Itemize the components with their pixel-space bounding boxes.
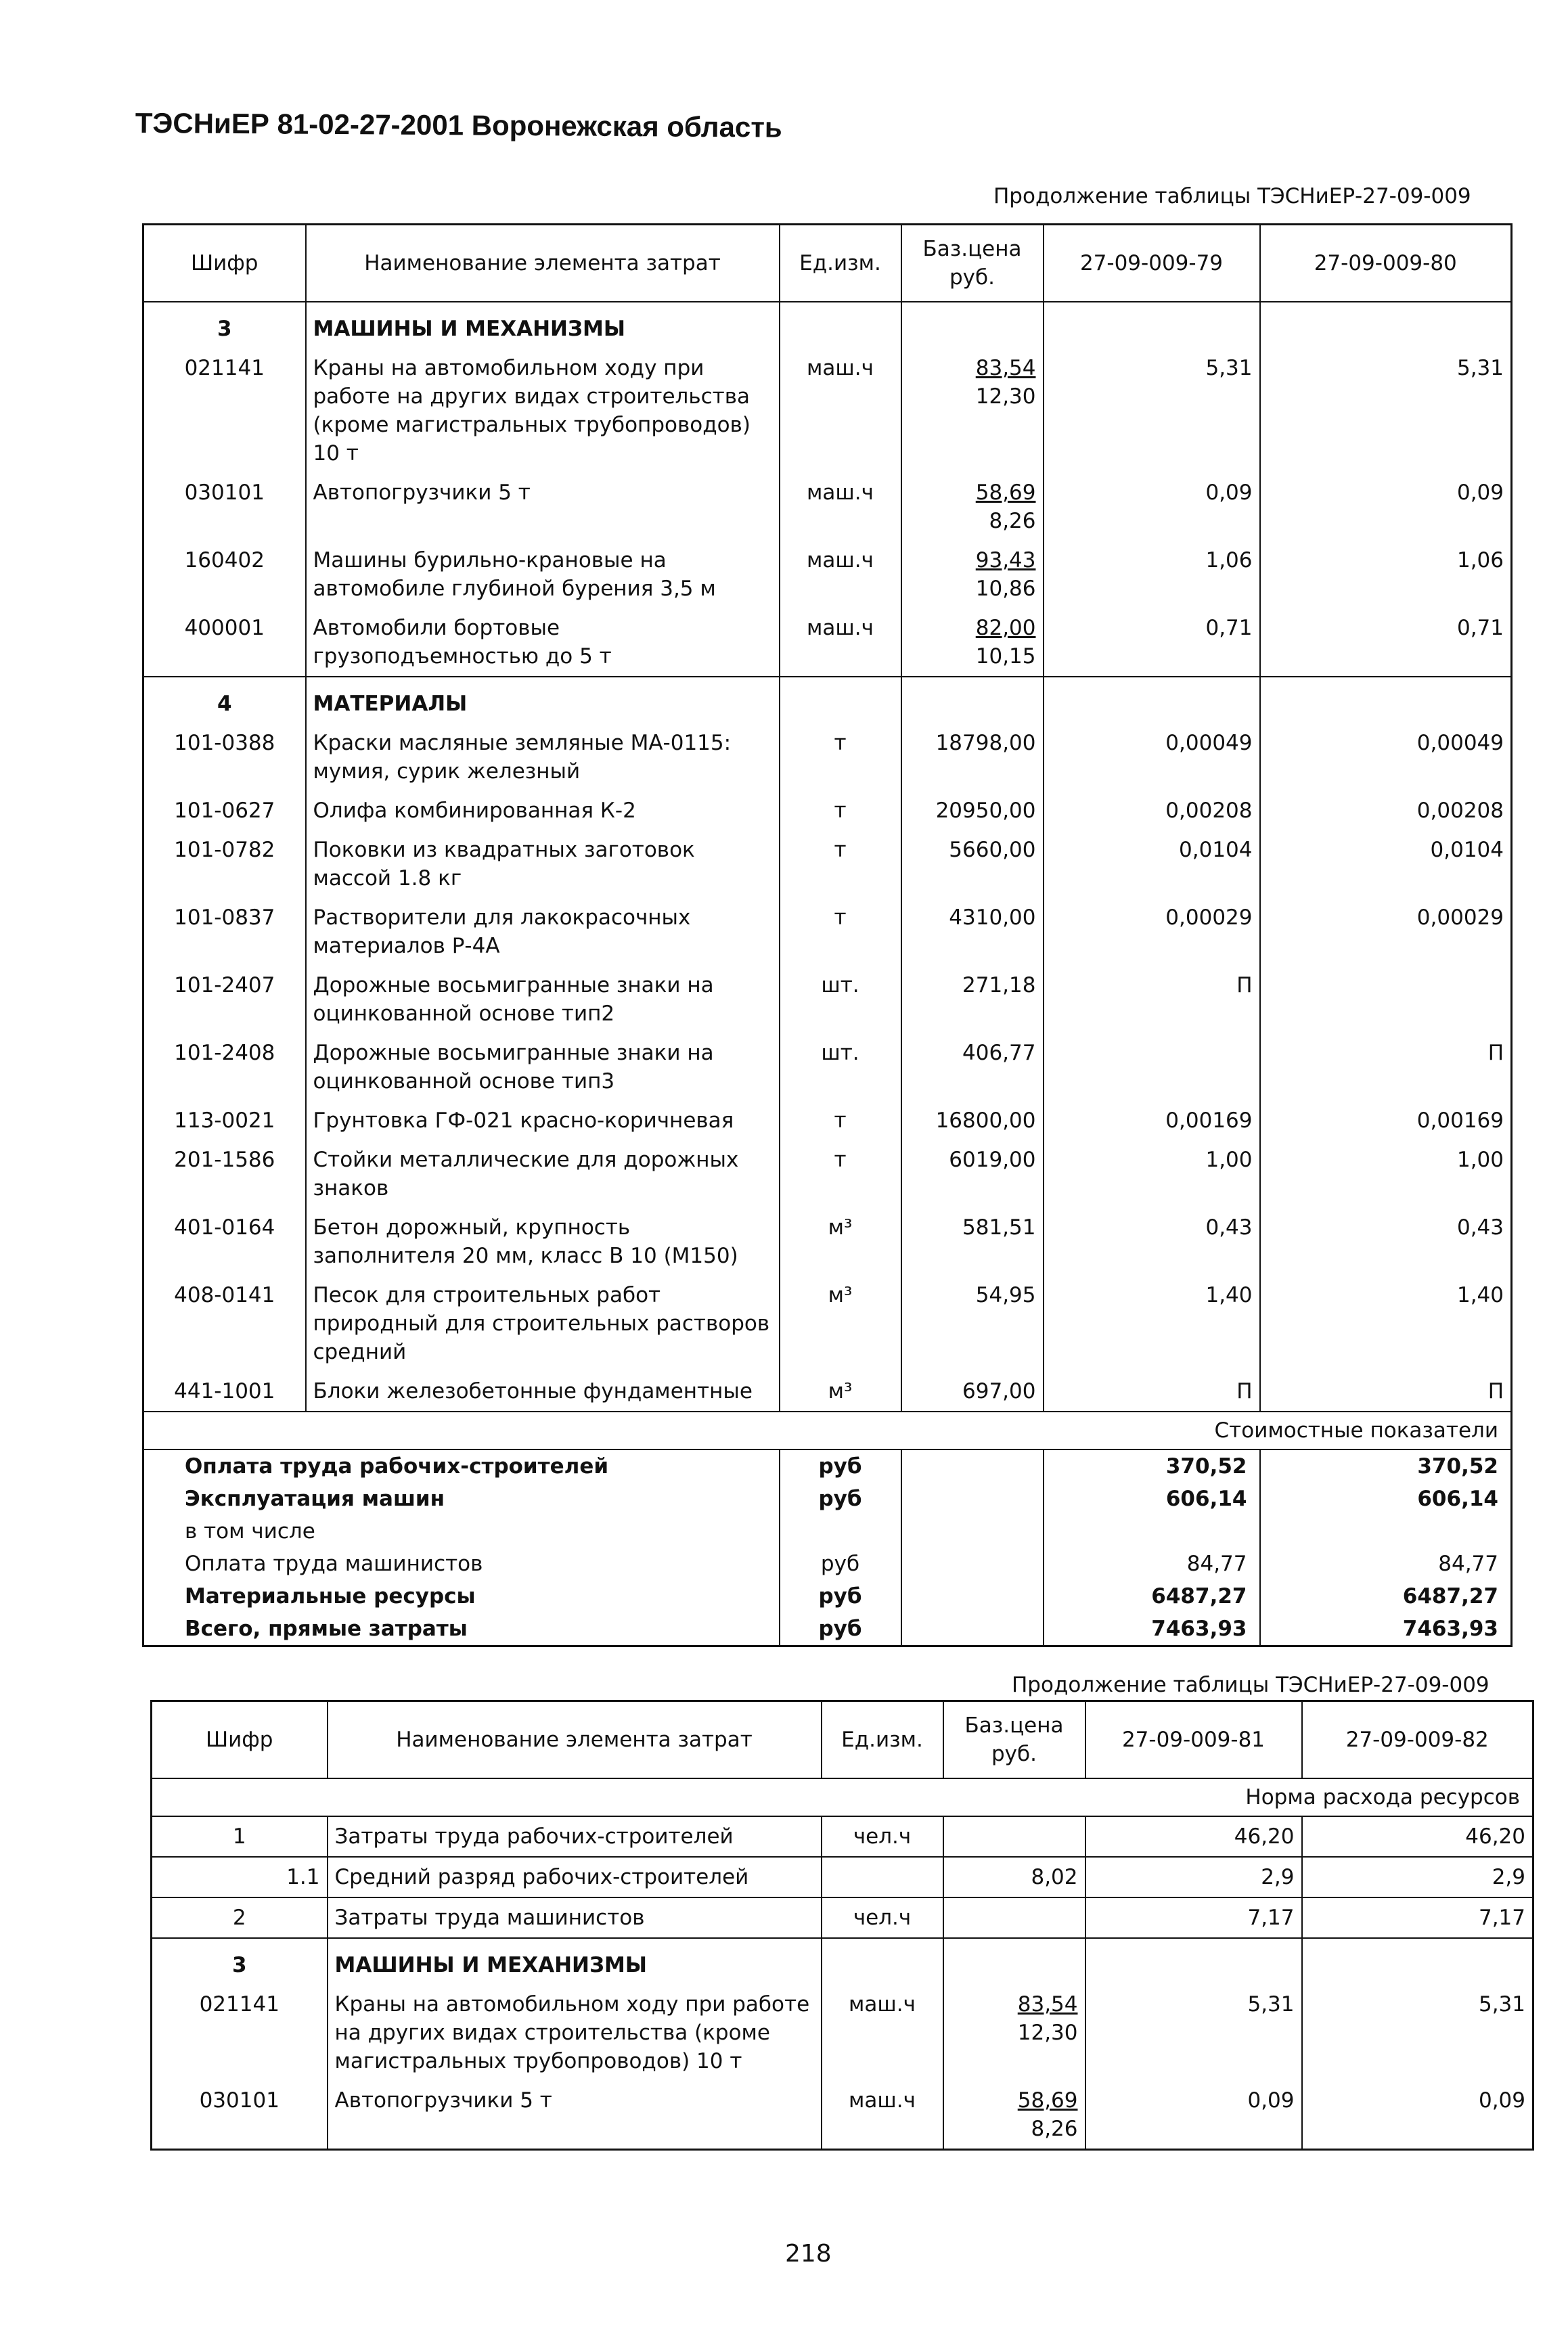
code-cell: 160402 <box>184 548 265 572</box>
table1-body <box>143 302 1512 1646</box>
unit-cell: т <box>780 1140 901 1208</box>
table-row <box>143 1140 1512 1208</box>
table2-body <box>152 1778 1533 2150</box>
code-cell: 408-0141 <box>174 1283 275 1307</box>
table1-caption: Продолжение таблицы ТЭСНиЕР-27-09-009 <box>993 184 1471 208</box>
value-cell: П <box>1487 1041 1504 1065</box>
summary-label: Оплата труда рабочих-строителей <box>185 1454 609 1479</box>
price-cell <box>901 1101 1044 1140</box>
value-cell <box>1260 302 1512 349</box>
table2 <box>150 1700 1534 2151</box>
value-cell: 0,00208 <box>1044 791 1260 830</box>
price-cell <box>943 1985 1085 2081</box>
price-cell <box>943 1897 1085 1938</box>
unit-cell: маш.ч <box>780 473 901 541</box>
unit-cell: маш.ч <box>822 1985 943 2081</box>
name-cell: Блоки железобетонные фундаментные <box>306 1372 780 1412</box>
summary-unit <box>780 1515 901 1548</box>
code-cell: 400001 <box>184 616 265 640</box>
price-cell <box>901 1140 1044 1208</box>
col-header-v1: 27-09-009-81 <box>1085 1701 1302 1779</box>
name-cell: Затраты труда машинистов <box>328 1897 822 1938</box>
summary-value: 7463,93 <box>1402 1617 1498 1641</box>
value-cell: 0,0104 <box>1430 838 1504 862</box>
page-number: 218 <box>785 2240 832 2268</box>
summary-label: Материальные ресурсы <box>185 1584 476 1609</box>
value-cell: 1,06 <box>1456 548 1504 572</box>
unit-cell: маш.ч <box>780 541 901 608</box>
code-cell: 1 <box>152 1816 328 1857</box>
price-value: 93,43 <box>975 548 1036 572</box>
price-value: 697,00 <box>962 1379 1036 1403</box>
unit-cell: м³ <box>780 1372 901 1412</box>
summary-price <box>901 1580 1044 1613</box>
value-cell: П <box>1044 1372 1260 1412</box>
name-cell: Бетон дорожный, крупность заполнителя 20 мм, класс В 10 (М150) <box>306 1208 780 1276</box>
value-cell: 0,00049 <box>1416 731 1504 755</box>
summary-row <box>143 1449 1512 1483</box>
value-cell <box>1302 1938 1533 1985</box>
banner-row <box>152 1778 1533 1816</box>
value-cell: 1,00 <box>1456 1148 1504 1172</box>
summary-label: Всего, прямые затраты <box>185 1617 468 1641</box>
value-cell: 5,31 <box>1478 1992 1525 2017</box>
section-row <box>143 677 1512 723</box>
summary-value: 84,77 <box>1044 1548 1260 1580</box>
summary-value <box>1260 1515 1512 1548</box>
table-row <box>143 723 1512 791</box>
code-cell: 030101 <box>199 2088 279 2113</box>
unit-cell: м³ <box>780 1276 901 1372</box>
name-cell: Грунтовка ГФ-021 красно-коричневая <box>306 1101 780 1140</box>
price-cell <box>901 966 1044 1033</box>
value-cell <box>1044 302 1260 349</box>
unit-cell: т <box>780 898 901 966</box>
price-cell <box>943 1938 1085 1985</box>
col-header-name: Наименование элемента затрат <box>306 225 780 302</box>
unit-cell: т <box>780 723 901 791</box>
price-value: 16800,00 <box>935 1108 1036 1133</box>
value-cell: 7,17 <box>1085 1897 1302 1938</box>
unit-cell <box>822 1857 943 1897</box>
price-value: 54,95 <box>975 1283 1036 1307</box>
code-cell: 101-0627 <box>174 799 275 823</box>
price-cell <box>901 302 1044 349</box>
col-header-unit: Ед.изм. <box>780 225 901 302</box>
price-cell <box>901 473 1044 541</box>
value-cell: 0,0104 <box>1044 830 1260 898</box>
code-cell: 441-1001 <box>174 1379 275 1403</box>
unit-cell: маш.ч <box>780 349 901 473</box>
code-cell: 101-2407 <box>174 973 275 997</box>
table-row <box>152 1857 1533 1897</box>
price-cell <box>901 1208 1044 1276</box>
summary-label: в том числе <box>185 1519 315 1544</box>
table-row <box>143 349 1512 473</box>
value-cell: 46,20 <box>1302 1816 1533 1857</box>
unit-cell <box>780 677 901 723</box>
summary-value: 84,77 <box>1438 1552 1498 1576</box>
table-row <box>152 1985 1533 2081</box>
price-value: 6019,00 <box>949 1148 1036 1172</box>
summary-unit: руб <box>780 1548 901 1580</box>
unit-cell: шт. <box>780 1033 901 1101</box>
value-cell: 1,40 <box>1456 1283 1504 1307</box>
banner-row <box>143 1412 1512 1449</box>
table-row <box>143 1372 1512 1412</box>
code-cell: 113-0021 <box>174 1108 275 1133</box>
table-row <box>143 541 1512 608</box>
value-cell: П <box>1487 1379 1504 1403</box>
code-cell: 401-0164 <box>174 1215 275 1240</box>
summary-value: 6487,27 <box>1402 1584 1498 1609</box>
section-row <box>143 302 1512 349</box>
section-code: 4 <box>143 677 306 723</box>
unit-cell: чел.ч <box>822 1897 943 1938</box>
col-header-v2: 27-09-009-80 <box>1260 225 1512 302</box>
summary-value <box>1044 1515 1260 1548</box>
unit-cell: шт. <box>780 966 901 1033</box>
summary-label: Оплата труда машинистов <box>185 1552 483 1576</box>
summary-unit: руб <box>780 1613 901 1646</box>
table-row <box>143 966 1512 1033</box>
price-wage-value: 10,15 <box>975 644 1036 669</box>
value-cell <box>1085 1938 1302 1985</box>
summary-price <box>901 1483 1044 1515</box>
price-cell <box>943 2081 1085 2150</box>
value-cell: 0,00169 <box>1044 1101 1260 1140</box>
section-row <box>152 1938 1533 1985</box>
summary-label: Эксплуатация машин <box>185 1487 445 1511</box>
name-cell: Средний разряд рабочих-строителей <box>328 1857 822 1897</box>
price-cell <box>901 830 1044 898</box>
name-cell: Поковки из квадратных заготовок массой 1.8 кг <box>306 830 780 898</box>
value-cell: 46,20 <box>1085 1816 1302 1857</box>
value-cell: 1,00 <box>1044 1140 1260 1208</box>
col-header-code: Шифр <box>152 1701 328 1779</box>
col-header-code: Шифр <box>143 225 306 302</box>
table-row <box>143 1276 1512 1372</box>
value-cell <box>1260 966 1512 1033</box>
col-header-price: Баз.цена руб. <box>901 225 1044 302</box>
value-cell: 2,9 <box>1085 1857 1302 1897</box>
unit-cell: т <box>780 791 901 830</box>
summary-price <box>901 1548 1044 1580</box>
price-wage-value: 12,30 <box>1017 2021 1078 2045</box>
unit-cell: маш.ч <box>780 608 901 677</box>
code-cell: 030101 <box>184 480 265 505</box>
price-cell <box>901 1372 1044 1412</box>
section-title: МАШИНЫ И МЕХАНИЗМЫ <box>306 302 780 349</box>
unit-cell: т <box>780 830 901 898</box>
col-header-v2: 27-09-009-82 <box>1302 1701 1533 1779</box>
banner-label: Стоимостные показатели <box>143 1412 1512 1449</box>
col-header-v1: 27-09-009-79 <box>1044 225 1260 302</box>
code-cell: 101-0837 <box>174 905 275 930</box>
section-code: 3 <box>231 1953 247 1977</box>
code-cell: 2 <box>152 1897 328 1938</box>
table-row <box>143 608 1512 677</box>
price-value: 406,77 <box>962 1041 1036 1065</box>
name-cell: Машины бурильно-крановые на автомобиле глубиной бурения 3,5 м <box>306 541 780 608</box>
price-wage-value: 10,86 <box>975 577 1036 601</box>
value-cell: 0,00169 <box>1416 1108 1504 1133</box>
name-cell: Автопогрузчики 5 т <box>306 473 780 541</box>
value-cell: 0,09 <box>1085 2081 1302 2150</box>
name-cell: Дорожные восьмигранные знаки на оцинкованной основе тип2 <box>306 966 780 1033</box>
section-code: 3 <box>217 317 232 341</box>
code-cell: 101-0782 <box>174 838 275 862</box>
table2-header-row <box>152 1701 1533 1779</box>
price-wage-value: 12,30 <box>975 384 1036 409</box>
value-cell: 0,09 <box>1044 473 1260 541</box>
summary-value: 606,14 <box>1044 1483 1260 1515</box>
price-value: 58,69 <box>1017 2088 1078 2113</box>
price-cell <box>901 1033 1044 1101</box>
value-cell: 0,09 <box>1478 2088 1525 2113</box>
summary-price <box>901 1613 1044 1646</box>
code-cell: 021141 <box>184 356 265 380</box>
table1-header-row <box>143 225 1512 302</box>
name-cell: Песок для строительных работ природный для строительных растворов средний <box>306 1276 780 1372</box>
price-value: 20950,00 <box>935 799 1036 823</box>
value-cell: 0,00029 <box>1416 905 1504 930</box>
code-cell: 201-1586 <box>174 1148 275 1172</box>
col-header-unit: Ед.изм. <box>822 1701 943 1779</box>
summary-row <box>143 1515 1512 1548</box>
col-header-price: Баз.цена руб. <box>943 1701 1085 1779</box>
value-cell: 0,09 <box>1456 480 1504 505</box>
value-cell: 1,06 <box>1044 541 1260 608</box>
code-cell: 101-0388 <box>174 731 275 755</box>
price-value: 82,00 <box>975 616 1036 640</box>
summary-value: 370,52 <box>1044 1449 1260 1483</box>
value-cell: П <box>1044 966 1260 1033</box>
price-value: 5660,00 <box>949 838 1036 862</box>
price-cell <box>901 1276 1044 1372</box>
unit-cell: маш.ч <box>822 2081 943 2150</box>
page-header: ТЭСНиЕР 81-02-27-2001 Воронежская область <box>135 107 782 143</box>
value-cell: 2,9 <box>1302 1857 1533 1897</box>
code-cell: 101-2408 <box>174 1041 275 1065</box>
price-wage-value: 8,26 <box>989 509 1036 533</box>
name-cell: Затраты труда рабочих-строителей <box>328 1816 822 1857</box>
table-row <box>143 473 1512 541</box>
name-cell: Краны на автомобильном ходу при работе на других видах строительства (кроме магистральных трубопроводов) 10 т <box>328 1985 822 2081</box>
price-value: 83,54 <box>1017 1992 1078 2017</box>
name-cell: Автопогрузчики 5 т <box>328 2081 822 2150</box>
price-value: 4310,00 <box>949 905 1036 930</box>
summary-value: 7463,93 <box>1044 1613 1260 1646</box>
price-cell <box>901 541 1044 608</box>
table1 <box>142 223 1513 1647</box>
price-cell <box>901 791 1044 830</box>
banner-label: Норма расхода ресурсов <box>152 1778 1533 1816</box>
name-cell: Краски масляные земляные МА-0115: мумия, сурик железный <box>306 723 780 791</box>
price-wage-value: 8,26 <box>1031 2117 1078 2141</box>
summary-value: 606,14 <box>1417 1487 1498 1511</box>
value-cell: 0,00049 <box>1044 723 1260 791</box>
section-title: МАШИНЫ И МЕХАНИЗМЫ <box>328 1938 822 1985</box>
summary-unit: руб <box>780 1449 901 1483</box>
value-cell: 0,00208 <box>1416 799 1504 823</box>
summary-price <box>901 1515 1044 1548</box>
summary-price <box>901 1449 1044 1483</box>
value-cell: 5,31 <box>1044 349 1260 473</box>
summary-row <box>143 1483 1512 1515</box>
value-cell <box>1044 1033 1260 1101</box>
table2-caption: Продолжение таблицы ТЭСНиЕР-27-09-009 <box>1012 1673 1489 1697</box>
value-cell: 5,31 <box>1456 356 1504 380</box>
unit-cell: т <box>780 1101 901 1140</box>
price-value: 271,18 <box>962 973 1036 997</box>
col-header-name: Наименование элемента затрат <box>328 1701 822 1779</box>
table-row <box>152 1816 1533 1857</box>
unit-cell <box>780 302 901 349</box>
price-cell <box>901 608 1044 677</box>
value-cell: 0,43 <box>1456 1215 1504 1240</box>
summary-value: 6487,27 <box>1044 1580 1260 1613</box>
table-row <box>143 830 1512 898</box>
summary-row <box>143 1613 1512 1646</box>
price-value: 18798,00 <box>935 731 1036 755</box>
value-cell: 0,71 <box>1044 608 1260 677</box>
table-row <box>143 1208 1512 1276</box>
table-row <box>143 1033 1512 1101</box>
value-cell <box>1044 677 1260 723</box>
price-value: 58,69 <box>975 480 1036 505</box>
table-row <box>152 1897 1533 1938</box>
summary-row <box>143 1580 1512 1613</box>
unit-cell: м³ <box>780 1208 901 1276</box>
table-row <box>143 898 1512 966</box>
price-cell <box>901 349 1044 473</box>
price-cell <box>901 898 1044 966</box>
value-cell <box>1260 677 1512 723</box>
price-cell <box>901 723 1044 791</box>
unit-cell <box>822 1938 943 1985</box>
price-cell <box>943 1816 1085 1857</box>
table-row <box>143 1101 1512 1140</box>
price-cell <box>901 677 1044 723</box>
name-cell: Дорожные восьмигранные знаки на оцинкованной основе тип3 <box>306 1033 780 1101</box>
value-cell: 1,40 <box>1044 1276 1260 1372</box>
name-cell: Автомобили бортовые грузоподъемностью до 5 т <box>306 608 780 677</box>
price-value: 83,54 <box>975 356 1036 380</box>
name-cell: Стойки металлические для дорожных знаков <box>306 1140 780 1208</box>
value-cell: 0,43 <box>1044 1208 1260 1276</box>
table-row <box>143 791 1512 830</box>
summary-unit: руб <box>780 1483 901 1515</box>
name-cell: Краны на автомобильном ходу при работе на других видах строительства (кроме магистральных трубопроводов) 10 т <box>306 349 780 473</box>
table-row <box>152 2081 1533 2150</box>
price-cell: 8,02 <box>943 1857 1085 1897</box>
code-cell: 1.1 <box>152 1857 328 1897</box>
value-cell: 0,71 <box>1456 616 1504 640</box>
value-cell: 7,17 <box>1302 1897 1533 1938</box>
summary-unit: руб <box>780 1580 901 1613</box>
summary-row <box>143 1548 1512 1580</box>
price-value: 581,51 <box>962 1215 1036 1240</box>
summary-value: 370,52 <box>1417 1454 1498 1479</box>
section-title: МАТЕРИАЛЫ <box>306 677 780 723</box>
value-cell: 0,00029 <box>1044 898 1260 966</box>
name-cell: Растворители для лакокрасочных материалов Р-4А <box>306 898 780 966</box>
name-cell: Олифа комбинированная К-2 <box>306 791 780 830</box>
value-cell: 5,31 <box>1085 1985 1302 2081</box>
unit-cell: чел.ч <box>822 1816 943 1857</box>
code-cell: 021141 <box>199 1992 279 2017</box>
